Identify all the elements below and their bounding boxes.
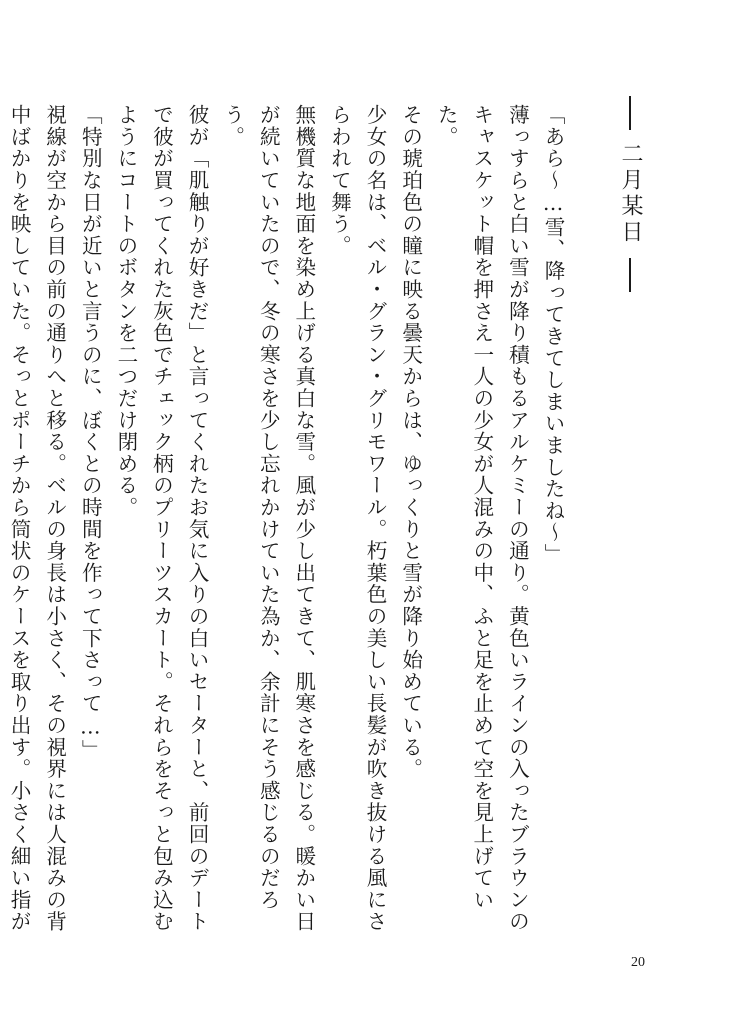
paragraph: 「あら～…雪、降ってきてしまいましたね～」 [541, 104, 565, 566]
heading-rule-bottom [629, 258, 630, 292]
page-number: 20 [631, 955, 645, 970]
paragraph: その琥珀色の瞳に映る曇天からは、ゆっくりと雪が降り始めている。 [398, 104, 423, 780]
body-text [7, 104, 570, 934]
heading-rule-top [629, 96, 630, 130]
chapter-title: 二月某日 [618, 142, 643, 246]
paragraph: 彼が「肌触りが好きだ」と言ってくれたお気に入りの白いセーターと、前回のデートで彼が買ってくれた灰色でチェック柄のプリーツスカート。それらをそっと包み込むようにコートのボタンを二つだけ閉める。 [113, 104, 210, 933]
paragraph: 無機質な地面を染め上げる真白な雪。風が少し出てきて、肌寒さを感じる。暖かい日が続いていたので、冬の寒さを少し忘れかけていた為か、余計にそう感じるのだろう。 [220, 104, 316, 933]
paragraph: 薄っすらと白い雪が降り積もるアルケミーの通り。黄色いラインの入ったブラウンのキャスケット帽を押さえ一人の少女が人混みの中、ふと足を止めて空を見上げていた。 [434, 104, 530, 933]
chapter-heading [612, 96, 648, 296]
paragraph: 「特別な日が近いと言うのに、ぼくとの時間を作って下さって…」 [78, 104, 103, 762]
paragraph: 少女の名は、ベル・グラン・グリモワール。朽葉色の美しい長髪が吹き抜ける風にさらわれて舞う。 [327, 104, 388, 933]
paragraph: 視線が空から目の前の通りへと移る。ベルの身長は小さく、その視界には人混みの背中ばかりを映していた。そっとポーチから筒状のケースを取り出す。小さく細い指が [7, 104, 67, 933]
